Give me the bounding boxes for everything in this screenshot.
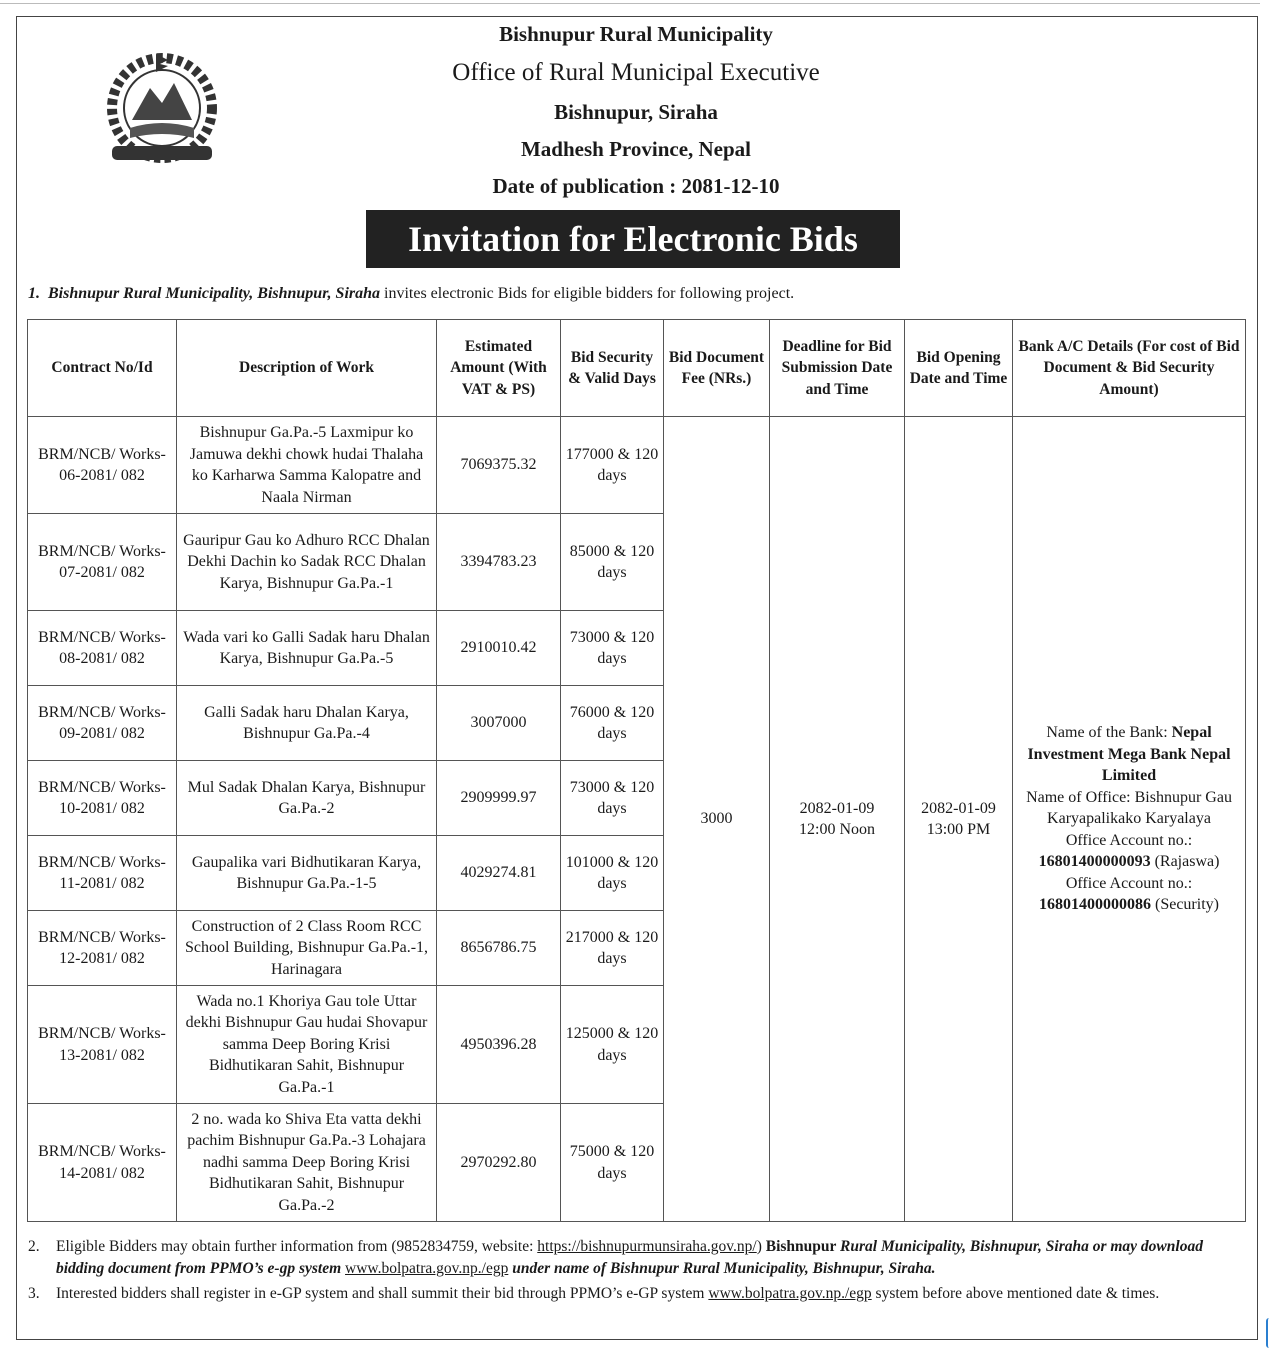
- intro-number: 1.: [28, 285, 40, 302]
- contract-id: BRM/NCB/ Works-06-2081/ 082: [28, 417, 177, 514]
- account-note-1: (Rajaswa): [1150, 853, 1220, 871]
- work-description: Gauripur Gau ko Adhuro RCC Dhalan Dekhi Dachin ko Sadak RCC Dhalan Karya, Bishnupur Ga.Pa.-1: [177, 514, 437, 611]
- note-2-number: 2.: [28, 1238, 40, 1255]
- estimated-amount: 4029274.81: [437, 836, 561, 911]
- work-description: Gaupalika vari Bidhutikaran Karya, Bishnupur Ga.Pa.-1-5: [177, 836, 437, 911]
- location-line: Bishnupur, Siraha: [554, 100, 718, 124]
- intro-paragraph: [28, 285, 794, 303]
- contract-id: BRM/NCB/ Works-08-2081/ 082: [28, 611, 177, 686]
- header-description: Description of Work: [177, 320, 437, 417]
- header-opening: Bid Opening Date and Time: [905, 320, 1013, 417]
- note-2: [28, 1236, 1254, 1280]
- note-2-text-b: ): [756, 1238, 766, 1255]
- bid-opening: [905, 417, 1013, 1222]
- province-line: Madhesh Province, Nepal: [520, 137, 752, 161]
- work-description: Wada vari ko Galli Sadak haru Dhalan Karya, Bishnupur Ga.Pa.-5: [177, 611, 437, 686]
- bank-name: Nepal Investment Mega Bank Nepal Limited: [1027, 724, 1231, 785]
- bid-security: 75000 & 120 days: [561, 1104, 664, 1222]
- note-2-text: Eligible Bidders may obtain further information from (9852834759, website:: [56, 1238, 538, 1255]
- contract-id: BRM/NCB/ Works-10-2081/ 082: [28, 761, 177, 836]
- work-description: Wada no.1 Khoriya Gau tole Uttar dekhi Bishnupur Gau hudai Shovapur samma Deep Boring Krisi Bidhutikaran Sahit, Bishnupur Ga.Pa.-1: [177, 986, 437, 1104]
- estimated-amount: 2970292.80: [437, 1104, 561, 1222]
- estimated-amount: 3394783.23: [437, 514, 561, 611]
- intro-text: invites electronic Bids for eligible bidders for following project.: [380, 285, 795, 302]
- note-3-number: 3.: [28, 1285, 40, 1302]
- estimated-amount: 4950396.28: [437, 986, 561, 1104]
- egp-link[interactable]: www.bolpatra.gov.np./egp: [345, 1260, 509, 1277]
- note-3-text: Interested bidders shall register in e-GP system and shall summit their bid through PPMO’s e-GP system: [56, 1285, 709, 1302]
- header-deadline: Deadline for Bid Submission Date and Time: [770, 320, 905, 417]
- office-name: Office of Rural Municipal Executive: [452, 59, 820, 86]
- estimated-amount: 2910010.42: [437, 611, 561, 686]
- contract-id: BRM/NCB/ Works-07-2081/ 082: [28, 514, 177, 611]
- opening-time: 13:00 PM: [926, 821, 991, 838]
- opening-date: 2082-01-09: [921, 799, 996, 817]
- account-label-2: Office Account no.:: [1065, 874, 1193, 892]
- work-description: Galli Sadak haru Dhalan Karya, Bishnupur Ga.Pa.-4: [177, 686, 437, 761]
- submission-deadline: [770, 417, 905, 1222]
- contract-id: BRM/NCB/ Works-14-2081/ 082: [28, 1104, 177, 1222]
- deadline-time: 12:00 Noon: [799, 821, 875, 838]
- header-contract: Contract No/Id: [28, 320, 177, 417]
- note-2-emphasis-b: under name of Bishnupur Rural Municipality, Bishnupur, Siraha.: [508, 1260, 936, 1277]
- bid-security: 177000 & 120 days: [561, 417, 664, 514]
- top-divider: [0, 3, 1260, 4]
- note-3: [28, 1283, 1254, 1305]
- deadline-date: 2082-01-09: [799, 799, 875, 817]
- bid-document-fee: 3000: [664, 417, 770, 1222]
- work-description: Mul Sadak Dhalan Karya, Bishnupur Ga.Pa.-2: [177, 761, 437, 836]
- bid-security: 73000 & 120 days: [561, 761, 664, 836]
- note-3-text-b: system before above mentioned date & times.: [871, 1285, 1160, 1302]
- contract-id: BRM/NCB/ Works-12-2081/ 082: [28, 911, 177, 986]
- estimated-amount: 2909999.97: [437, 761, 561, 836]
- account-label-1: Office Account no.:: [1065, 831, 1193, 849]
- bids-table: [27, 319, 1246, 1222]
- publication-date: Date of publication : 2081-12-10: [492, 174, 780, 198]
- bid-security: 217000 & 120 days: [561, 911, 664, 986]
- table-row: [28, 417, 1246, 514]
- contract-id: BRM/NCB/ Works-11-2081/ 082: [28, 836, 177, 911]
- header-security: Bid Security & Valid Days: [561, 320, 664, 417]
- estimated-amount: 3007000: [437, 686, 561, 761]
- estimated-amount: 8656786.75: [437, 911, 561, 986]
- table-header-row: [28, 320, 1246, 417]
- bid-security: 73000 & 120 days: [561, 611, 664, 686]
- bid-security: 125000 & 120 days: [561, 986, 664, 1104]
- office-label: Name of Office: Bishnupur Gau Karyapalikako Karyalaya: [1026, 788, 1232, 828]
- bid-security: 85000 & 120 days: [561, 514, 664, 611]
- estimated-amount: 7069375.32: [437, 417, 561, 514]
- work-description: Bishnupur Ga.Pa.-5 Laxmipur ko Jamuwa dekhi chowk hudai Thalaha ko Karharwa Samma Kalopatre and Naala Nirman: [177, 417, 437, 514]
- bid-security: 101000 & 120 days: [561, 836, 664, 911]
- intro-issuer: Bishnupur Rural Municipality, Bishnupur, Siraha: [48, 285, 381, 302]
- notice-title-banner: Invitation for Electronic Bids: [366, 210, 900, 268]
- egp-link[interactable]: www.bolpatra.gov.np./egp: [708, 1285, 872, 1302]
- contract-id: BRM/NCB/ Works-13-2081/ 082: [28, 986, 177, 1104]
- note-2-bold: Bishnupur: [765, 1238, 841, 1255]
- note-2-emphasis: Rural Municipality, Bishnupur, Siraha or may download bidding document from PPMO’s e-gp system: [56, 1238, 1203, 1277]
- municipality-website-link[interactable]: https://bishnupurmunsiraha.gov.np/: [537, 1238, 757, 1255]
- header-bank: Bank A/C Details (For cost of Bid Document & Bid Security Amount): [1013, 320, 1246, 417]
- header-fee: Bid Document Fee (NRs.): [664, 320, 770, 417]
- bank-label: Name of the Bank:: [1046, 724, 1172, 742]
- scrollbar-handle[interactable]: [1266, 1318, 1272, 1348]
- account-number-1: 16801400000093: [1038, 853, 1151, 871]
- bank-account-details: [1013, 417, 1246, 1222]
- bid-security: 76000 & 120 days: [561, 686, 664, 761]
- work-description: 2 no. wada ko Shiva Eta vatta dekhi pachim Bishnupur Ga.Pa.-3 Lohajara nadhi samma Deep Boring Krisi Bidhutikaran Sahit, Bishnupur Ga.Pa.-2: [177, 1104, 437, 1222]
- account-note-2: (Security): [1151, 896, 1219, 914]
- municipality-name: Bishnupur Rural Municipality: [499, 22, 773, 46]
- header-amount: Estimated Amount (With VAT & PS): [437, 320, 561, 417]
- work-description: Construction of 2 Class Room RCC School Building, Bishnupur Ga.Pa.-1, Harinagara: [177, 911, 437, 986]
- contract-id: BRM/NCB/ Works-09-2081/ 082: [28, 686, 177, 761]
- account-number-2: 16801400000086: [1039, 896, 1151, 914]
